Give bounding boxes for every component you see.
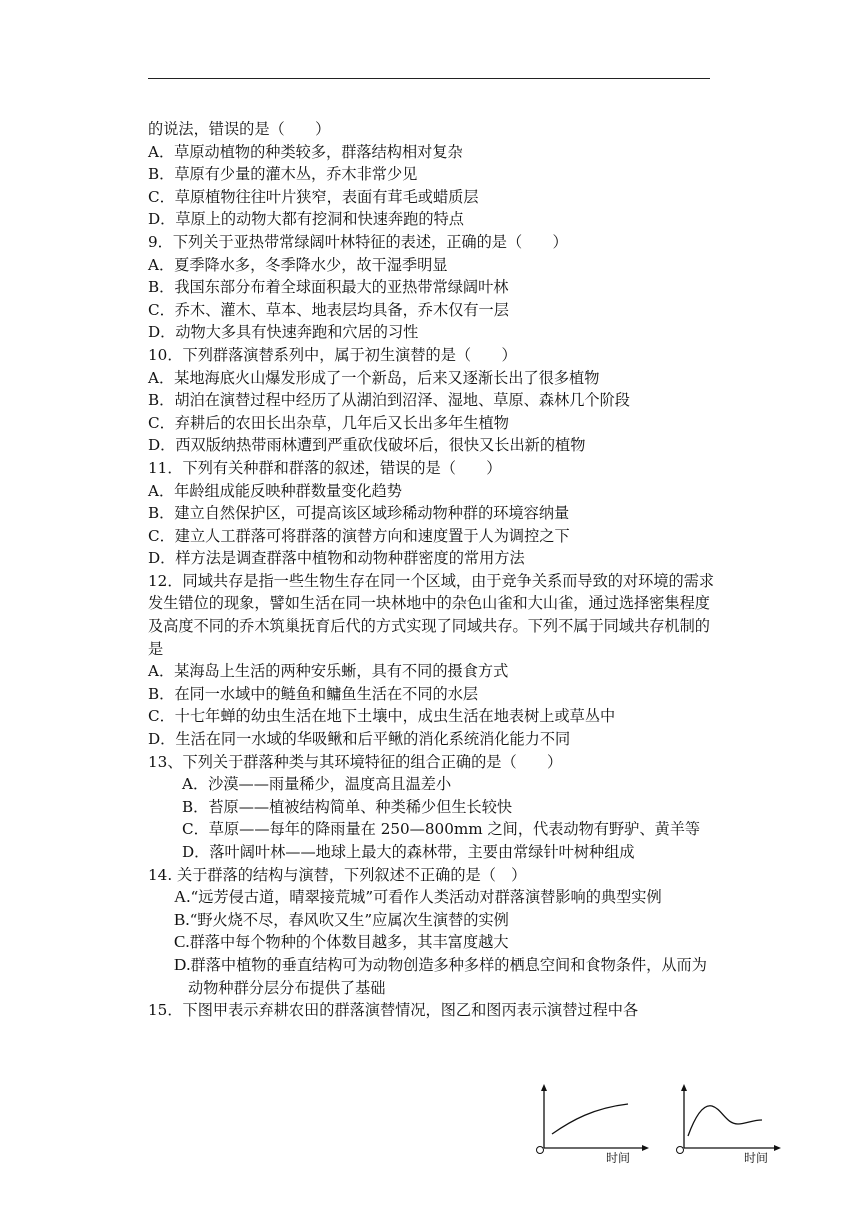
figure-1-x-label: 时间 bbox=[606, 1151, 631, 1164]
q9-option-c: C．乔木、灌木、草本、地表层均具备，乔木仅有一层 bbox=[148, 300, 509, 319]
q13-option-b: B．苔原——植被结构简单、种类稀少但生长较快 bbox=[182, 797, 513, 816]
question-15-stem: 15．下图甲表示弃耕农田的群落演替情况，图乙和图丙表示演替过程中各 bbox=[148, 1001, 639, 1020]
question-13-stem: 13、下列关于群落种类与其环境特征的组合正确的是（ ） bbox=[148, 752, 563, 771]
question-content bbox=[148, 118, 718, 1022]
q12-option-b: B．在同一水域中的鲢鱼和鳙鱼生活在不同的水层 bbox=[148, 684, 479, 703]
question-11-stem: 11．下列有关种群和群落的叙述，错误的是（ ） bbox=[148, 458, 502, 477]
q8-option-c: C．草原植物往往叶片狭窄，表面有茸毛或蜡质层 bbox=[148, 187, 479, 206]
figure-saturating-curve bbox=[532, 1082, 652, 1168]
figure-peak-curve bbox=[672, 1082, 792, 1168]
figure-1-curve bbox=[552, 1104, 628, 1134]
q10-option-c: C．弃耕后的农田长出杂草，几年后又长出多年生植物 bbox=[148, 413, 509, 432]
q8-option-d: D．草原上的动物大都有挖洞和快速奔跑的特点 bbox=[148, 210, 464, 229]
q13-option-d: D．落叶阔叶林——地球上最大的森林带，主要由常绿针叶树种组成 bbox=[182, 843, 635, 861]
question-10-stem: 10．下列群落演替系列中，属于初生演替的是（ ） bbox=[148, 345, 517, 364]
q12-option-a: A．某海岛上生活的两种安乐蜥，具有不同的摄食方式 bbox=[148, 662, 509, 681]
question-8-stem-end: 的说法，错误的是（ ） bbox=[148, 120, 331, 138]
figure-1-origin-mark bbox=[537, 1147, 544, 1154]
question-9-stem: 9．下列关于亚热带常绿阔叶林特征的表述，正确的是（ ） bbox=[148, 232, 568, 251]
q11-option-c: C．建立人工群落可将群落的演替方向和速度置于人为调控之下 bbox=[148, 526, 570, 545]
q12-option-d: D．生活在同一水域的华吸鳅和后平鳅的消化系统消化能力不同 bbox=[148, 730, 571, 749]
figure-2-curve bbox=[688, 1106, 762, 1136]
q14-option-c: C.群落中每个物种的个体数目越多，其丰富度越大 bbox=[174, 932, 509, 952]
q10-option-d: D．西双版纳热带雨林遭到严重砍伐破坏后，很快又长出新的植物 bbox=[148, 436, 586, 455]
question-14-stem: 14. 关于群落的结构与演替，下列叙述不正确的是（ ） bbox=[148, 865, 527, 884]
q9-option-b: B．我国东部分布着全球面积最大的亚热带常绿阔叶林 bbox=[148, 278, 509, 297]
q9-option-d: D．动物大多具有快速奔跑和穴居的习性 bbox=[148, 323, 419, 342]
q14-option-b: B.“野火烧不尽，春风吹又生”应属次生演替的实例 bbox=[174, 909, 509, 929]
figure-1-y-arrow bbox=[541, 1084, 547, 1091]
figure-2-x-arrow bbox=[774, 1145, 781, 1151]
figure-2-y-arrow bbox=[681, 1084, 687, 1091]
q13-option-c: C．草原——每年的降雨量在 250—800mm 之间，代表动物有野驴、黄羊等 bbox=[182, 820, 701, 839]
q10-option-b: B．胡泊在演替过程中经历了从湖泊到沼泽、湿地、草原、森林几个阶段 bbox=[148, 391, 630, 410]
figure-1-svg bbox=[532, 1082, 652, 1164]
q8-option-b: B．草原有少量的灌木丛，乔木非常少见 bbox=[148, 165, 418, 184]
q11-option-d: D．样方法是调查群落中植物和动物种群密度的常用方法 bbox=[148, 549, 525, 568]
q11-option-a: A．年龄组成能反映种群数量变化趋势 bbox=[148, 481, 402, 500]
header-rule bbox=[148, 78, 710, 79]
figure-1-x-arrow bbox=[642, 1145, 649, 1151]
q14-option-d: D.群落中植物的垂直结构可为动物创造多种多样的栖息空间和食物条件，从而为动物种群分层分布提供了基础 bbox=[174, 954, 707, 997]
q9-option-a: A．夏季降水多，冬季降水少，故干湿季明显 bbox=[148, 255, 448, 274]
q12-option-c: C．十七年蝉的幼虫生活在地下土壤中，成虫生活在地表树上或草丛中 bbox=[148, 707, 616, 726]
figure-2-svg bbox=[672, 1082, 792, 1164]
q13-option-a: A．沙漠——雨量稀少，温度高且温差小 bbox=[182, 775, 452, 794]
q10-option-a: A．某地海底火山爆发形成了一个新岛，后来又逐渐长出了很多植物 bbox=[148, 368, 600, 387]
figure-2-origin-mark bbox=[677, 1147, 684, 1154]
q8-option-a: A．草原动植物的种类较多，群落结构相对复杂 bbox=[148, 142, 463, 161]
question-12-stem: 12．同域共存是指一些生物生存在同一个区域，由于竞争关系而导致的对环境的需求发生错位的现象，譬如生活在同一块林地中的杂色山雀和大山雀，通过选择密集程度及高度不同的乔木筑巢抚育后代的方式实现了同域共存。下列不属于同域共存机制的是 bbox=[148, 571, 715, 658]
q11-option-b: B．建立自然保护区，可提高该区域珍稀动物种群的环境容纳量 bbox=[148, 504, 570, 523]
q14-option-a: A.“远芳侵古道，晴翠接荒城”可看作人类活动对群落演替影响的典型实例 bbox=[174, 887, 662, 907]
figure-2-x-label: 时间 bbox=[744, 1151, 769, 1164]
